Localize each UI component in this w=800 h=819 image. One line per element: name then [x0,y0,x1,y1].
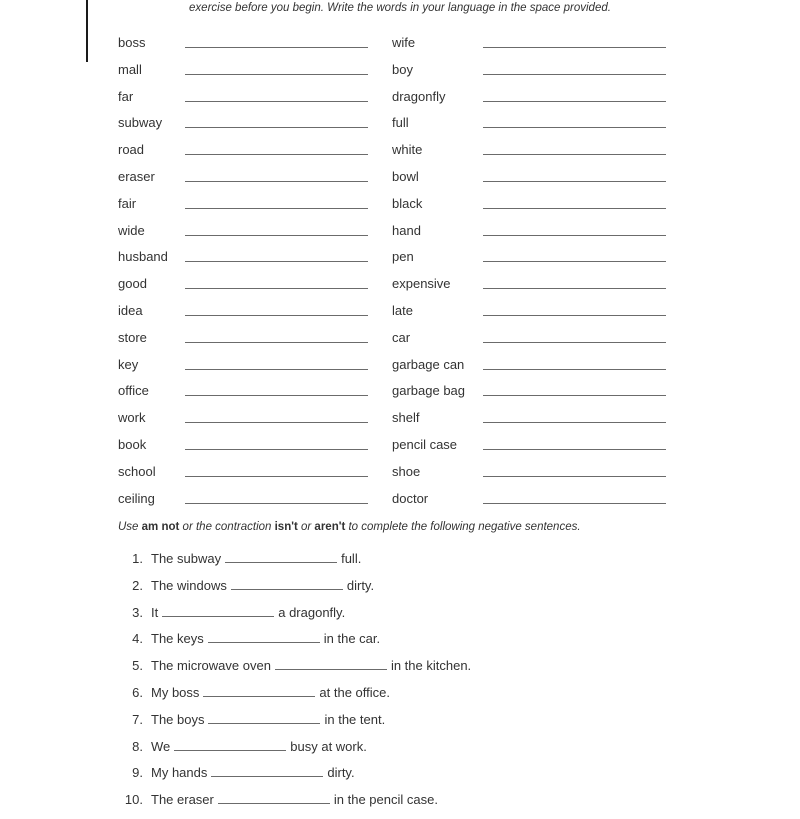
sentence-number: 10. [124,792,143,808]
sentence-after: a dragonfly. [278,604,346,620]
vocab-answer-line[interactable] [483,154,666,155]
sentence-body [151,658,471,673]
sentence-before: My hands [151,765,208,781]
vocab-word: subway [118,115,163,131]
vocab-word: far [118,88,134,104]
sentence-body [151,631,380,646]
vocab-word: idea [118,303,143,318]
vocab-answer-line[interactable] [185,127,368,128]
vocab-word: husband [118,249,168,265]
answer-blank[interactable] [162,616,274,617]
vocab-word: full [392,115,409,131]
vocab-answer-line[interactable] [483,476,666,477]
vocab-word: fair [118,195,137,211]
vocab-answer-line[interactable] [483,315,666,316]
sentence-number: 1. [132,551,143,566]
vocab-answer-line[interactable] [483,449,666,450]
vocab-answer-line[interactable] [483,127,666,128]
vocab-word: shelf [392,410,420,426]
sentence-number: 6. [132,685,143,700]
vocab-word: book [118,437,147,452]
vocab-word: expensive [392,276,451,292]
vocab-answer-line[interactable] [483,503,666,504]
answer-blank[interactable] [203,696,315,697]
vocab-answer-line[interactable] [483,369,666,370]
sentence-body [151,551,361,566]
vocab-word: eraser [118,169,155,184]
vocab-answer-line[interactable] [185,208,368,209]
instr-arent: aren't [314,521,346,533]
answer-blank[interactable] [208,642,320,643]
sentence-before: The microwave oven [151,658,271,674]
vocab-word: pen [392,249,414,265]
vocab-word: boy [392,61,413,77]
sentence-after: at the office. [319,685,390,700]
vocab-word: wife [392,35,416,50]
vocab-word: hand [392,222,421,238]
vocab-word: car [392,329,411,345]
vocab-word: road [118,142,145,158]
vocab-answer-line[interactable] [185,181,368,182]
sentence-after: full. [341,551,362,566]
sentence-number: 8. [132,738,143,754]
sentence-number: 3. [132,604,143,620]
vocab-word: store [118,329,147,345]
vocab-word: ceiling [118,490,155,506]
vocab-word: pencil case [392,437,458,452]
sentence-body [151,578,374,593]
sentence-after: in the kitchen. [390,658,472,674]
vocab-answer-line[interactable] [483,101,666,102]
instr-suffix: to complete the following negative sentences. [345,521,581,533]
vocab-answer-line[interactable] [483,74,666,75]
vocab-word: wide [118,222,145,238]
sentence-before: The boys [151,711,205,727]
sentence-body [151,605,345,620]
sentence-before: It [151,604,159,620]
vocab-answer-line[interactable] [185,476,368,477]
vocab-answer-line[interactable] [185,342,368,343]
sentence-before: The keys [151,631,204,647]
sentence-before: The eraser [151,792,214,808]
sentence-body [151,685,390,700]
vocab-answer-line[interactable] [483,181,666,182]
sentence-after: dirty. [327,765,355,781]
vocab-word: black [392,195,423,211]
vocab-word: dragonfly [392,88,446,104]
vocab-word: garbage can [392,356,465,372]
vocab-answer-line[interactable] [483,288,666,289]
sentence-before: The subway [151,551,222,566]
instr-prefix: Use [118,521,142,533]
vocab-answer-line[interactable] [483,395,666,396]
sentence-body [151,765,355,780]
instr-mid2: or [297,521,315,533]
vocab-answer-line[interactable] [483,422,666,423]
vocab-word: doctor [392,490,429,506]
exercise-instruction [118,521,581,533]
vocab-word: late [392,303,413,318]
answer-blank[interactable] [275,669,387,670]
sentence-after: in the car. [323,631,381,647]
sentence-body [151,712,385,727]
vocab-answer-line[interactable] [483,47,666,48]
vocab-answer-line[interactable] [185,395,368,396]
instr-isnt: isn't [274,521,298,533]
vocab-answer-line[interactable] [185,288,368,289]
vocab-answer-line[interactable] [185,369,368,370]
answer-blank[interactable] [218,803,330,804]
vocab-answer-line[interactable] [185,74,368,75]
vocab-answer-line[interactable] [185,449,368,450]
vocab-answer-line[interactable] [185,422,368,423]
sentence-number: 5. [132,658,143,674]
vocab-word: shoe [392,463,421,479]
sentence-after: busy at work. [290,738,367,754]
vocab-word: key [118,356,139,372]
answer-blank[interactable] [225,562,337,563]
vocab-word: bowl [392,169,419,184]
instr-mid1: or the contraction [179,521,275,533]
sentence-before: We [151,738,171,754]
sentence-number: 7. [132,711,143,727]
vocab-answer-line[interactable] [483,235,666,236]
sentence-number: 4. [132,631,143,647]
sentence-before: The windows [151,577,227,593]
vocab-word: boss [118,35,146,50]
top-instruction: exercise before you begin. Write the words in your language in the space provided. [189,2,611,14]
sentence-after: dirty. [346,577,375,593]
vocab-word: white [392,142,423,158]
vocab-answer-line[interactable] [483,208,666,209]
vocab-word: mall [118,61,142,77]
answer-blank[interactable] [208,723,320,724]
vocab-answer-line[interactable] [185,154,368,155]
vocab-answer-line[interactable] [483,342,666,343]
sentence-before: My boss [151,685,200,700]
vocab-answer-line[interactable] [483,261,666,262]
vocab-answer-line[interactable] [185,101,368,102]
vocab-word: office [118,383,149,399]
sentence-number: 2. [132,577,143,593]
answer-blank[interactable] [211,776,323,777]
vocab-word: school [118,463,156,479]
vocab-word: good [118,276,147,292]
instr-am-not: am not [141,521,180,533]
sentence-after: in the tent. [324,711,386,727]
vocab-answer-line[interactable] [185,503,368,504]
sentence-number: 9. [132,765,143,781]
answer-blank[interactable] [231,589,343,590]
sentence-body [151,739,367,754]
vocab-answer-line[interactable] [185,315,368,316]
vocab-answer-line[interactable] [185,235,368,236]
answer-blank[interactable] [174,750,286,751]
vocab-word: garbage bag [392,383,466,399]
vocab-answer-line[interactable] [185,261,368,262]
sentence-after: in the pencil case. [333,792,438,808]
vocab-answer-line[interactable] [185,47,368,48]
vocab-word: work [118,410,146,426]
